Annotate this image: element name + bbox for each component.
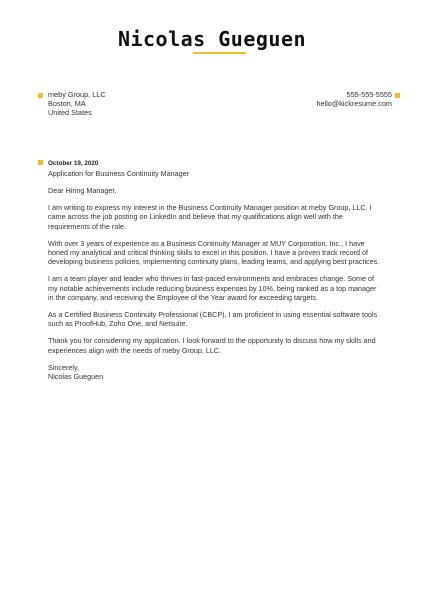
recipient-address <box>48 91 106 117</box>
letter-date: October 19, 2020 <box>48 160 99 167</box>
paragraph: I am a team player and leader who thrives in fast-paced environments and embraces change. Some of my notable achievements include reducing business expenses by 10%, being ranked as a top manager in the company, and receiving the Employee of the Year award for exceeding targets. <box>48 274 377 303</box>
recipient-city: Boston, MA <box>48 98 86 108</box>
sender-phone: 555-555-5555 <box>346 90 392 99</box>
paragraph: As a Certified Business Continuity Professional (CBCP), I am proficient in using essential software tools such as ProofHub, Zoho One, and Netsuite. <box>48 310 378 329</box>
closing: Sincerely, <box>48 362 80 372</box>
sender-email[interactable]: hello@kickresume.com <box>316 98 392 108</box>
paragraph: With over 3 years of experience as a Business Continuity Manager at MUY Corporation, Inc., I have honed my analytical and critical thinking skills to excel in this position. I have a proven track record of developing business policies, implementing continuity plans, leading teams, and applying best practices. <box>48 238 380 267</box>
paragraph: I am writing to express my interest in the Business Continuity Manager position at meby Group, LLC. I came across the job posting on LinkedIn and believe that my qualifications align well with the requirements of the role. <box>48 202 372 231</box>
contact-marker <box>395 93 400 98</box>
letter-subject: Application for Business Continuity Manager <box>48 169 190 178</box>
recipient-country: United States <box>48 107 92 117</box>
paragraph: Thank you for considering my application. I look forward to the opportunity to discuss how my skills and experiences align with the needs of meby Group, LLC. <box>48 336 376 355</box>
name-underline <box>193 52 246 54</box>
letter-body <box>48 186 384 382</box>
recipient-marker <box>38 93 43 98</box>
signature: Nicolas Gueguen <box>48 372 104 382</box>
greeting: Dear Hiring Manager, <box>48 186 117 195</box>
recipient-company: meby Group, LLC <box>48 90 106 99</box>
applicant-name: Nicolas Gueguen <box>117 27 307 51</box>
date-marker <box>38 160 43 165</box>
sender-contact <box>316 91 392 109</box>
